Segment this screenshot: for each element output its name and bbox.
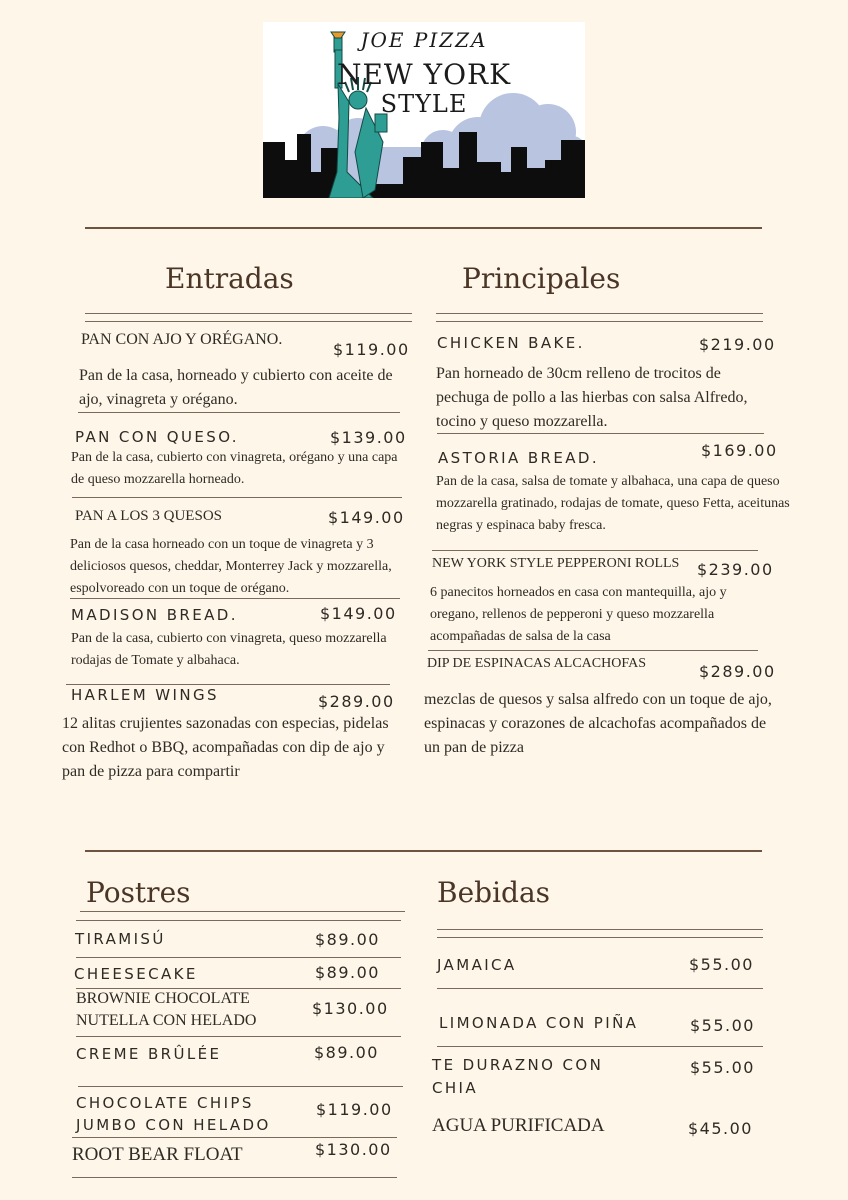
principales-rule-1 bbox=[436, 313, 763, 314]
entrada-desc: Pan de la casa, cubierto con vinagreta, orégano y una capa de queso mozzarella horneado. bbox=[71, 450, 398, 487]
postre-rule bbox=[78, 1086, 403, 1087]
bebidas-rule-1 bbox=[437, 929, 763, 930]
bebida-name: AGUA PURIFICADA bbox=[432, 1115, 605, 1136]
principales-title: Principales bbox=[462, 262, 621, 295]
postre-rule bbox=[76, 988, 401, 989]
entrada-rule bbox=[78, 412, 400, 413]
postre-price: $130.00 bbox=[315, 1140, 392, 1159]
principal-price: $289.00 bbox=[699, 662, 776, 681]
entrada-price: $289.00 bbox=[318, 692, 395, 711]
restaurant-logo bbox=[263, 22, 585, 198]
logo-line-3: STYLE bbox=[380, 90, 468, 118]
entrada-price: $149.00 bbox=[328, 508, 405, 527]
principal-desc: mezclas de quesos y salsa alfredo con un toque de ajo, espinacas y corazones de alcachofas acompañados de un pan de pizza bbox=[424, 691, 772, 756]
postre-price: $130.00 bbox=[312, 999, 389, 1018]
entrada-name: PAN CON AJO Y ORÉGANO. bbox=[81, 331, 283, 348]
postre-rule bbox=[72, 1137, 397, 1138]
bebida-rule bbox=[437, 988, 763, 989]
postre-price: $89.00 bbox=[314, 1043, 379, 1062]
principales-rule-2 bbox=[436, 321, 763, 322]
principal-name: NEW YORK STYLE PEPPERONI ROLLS bbox=[432, 556, 680, 571]
principal-desc: 6 panecitos horneados en casa con mantequilla, ajo y oregano, rellenos de pepperoni y queso mozzarella acompañadas de salsa de la casa bbox=[430, 585, 727, 644]
middle-divider bbox=[85, 850, 762, 852]
entrada-name: HARLEM WINGS bbox=[71, 686, 219, 704]
principal-desc: Pan horneado de 30cm relleno de trocitos de pechuga de pollo a las hierbas con salsa Alfredo, tocino y queso mozzarella. bbox=[436, 365, 748, 430]
bebida-price: $55.00 bbox=[690, 1058, 755, 1077]
entrada-name: PAN CON QUESO. bbox=[75, 428, 239, 446]
entrada-desc: Pan de la casa, cubierto con vinagreta, queso mozzarella rodajas de Tomate y albahaca. bbox=[71, 631, 387, 668]
principal-rule bbox=[432, 550, 758, 551]
bebida-name: LIMONADA CON PIÑA bbox=[439, 1014, 639, 1032]
entrada-desc: Pan de la casa, horneado y cubierto con aceite de ajo, vinagreta y orégano. bbox=[79, 367, 393, 408]
postres-rule-1 bbox=[80, 911, 405, 912]
postre-name-line-2: NUTELLA CON HELADO bbox=[76, 1012, 257, 1029]
entrada-name: PAN A LOS 3 QUESOS bbox=[75, 508, 222, 524]
postres-title: Postres bbox=[86, 876, 191, 909]
principal-price: $239.00 bbox=[697, 560, 774, 579]
bebida-name-line-1: TE DURAZNO CON bbox=[432, 1056, 604, 1074]
entradas-rule-2 bbox=[85, 321, 412, 322]
postres-rule-2 bbox=[76, 920, 401, 921]
entrada-name: MADISON BREAD. bbox=[71, 606, 238, 624]
bebida-name: JAMAICA bbox=[437, 956, 517, 974]
bebida-price: $45.00 bbox=[688, 1119, 753, 1138]
bebidas-rule-2 bbox=[437, 937, 763, 938]
postre-name: CHEESECAKE bbox=[74, 965, 198, 983]
postre-name-line-1: CHOCOLATE CHIPS bbox=[76, 1094, 254, 1112]
entrada-desc: Pan de la casa horneado con un toque de vinagreta y 3 deliciosos quesos, cheddar, Monterrey Jack y mozzarella, espolvoreado con un toque de orégano. bbox=[70, 537, 392, 596]
postre-name: ROOT BEAR FLOAT bbox=[72, 1144, 243, 1165]
principal-rule bbox=[428, 650, 758, 651]
principal-price: $219.00 bbox=[699, 335, 776, 354]
principal-name: CHICKEN BAKE. bbox=[437, 334, 585, 352]
entradas-title: Entradas bbox=[165, 262, 294, 295]
logo-line-2: NEW YORK bbox=[336, 58, 512, 91]
postre-price: $89.00 bbox=[315, 963, 380, 982]
postre-name-line-2: JUMBO CON HELADO bbox=[76, 1116, 271, 1134]
bebida-rule bbox=[437, 1046, 763, 1047]
entrada-rule bbox=[66, 684, 390, 685]
postre-rule bbox=[72, 1177, 397, 1178]
entrada-price: $149.00 bbox=[320, 604, 397, 623]
entradas-rule-1 bbox=[85, 313, 412, 314]
postre-name: TIRAMISÚ bbox=[75, 930, 166, 948]
bebida-price: $55.00 bbox=[690, 1016, 755, 1035]
entrada-price: $119.00 bbox=[333, 340, 410, 359]
postre-name-line-1: BROWNIE CHOCOLATE bbox=[76, 990, 250, 1007]
bebida-price: $55.00 bbox=[689, 955, 754, 974]
entrada-rule bbox=[70, 598, 400, 599]
principal-desc: Pan de la casa, salsa de tomate y albahaca, una capa de queso mozzarella gratinado, rodajas de tomate, queso Fetta, aceitunas negras y espinaca baby fresca. bbox=[436, 474, 790, 533]
principal-rule bbox=[437, 433, 764, 434]
bebida-name-line-2: CHIA bbox=[432, 1079, 479, 1097]
postre-price: $119.00 bbox=[316, 1100, 393, 1119]
entrada-desc: 12 alitas crujientes sazonadas con especias, pidelas con Redhot o BBQ, acompañadas con dip de ajo y pan de pizza para compartir bbox=[62, 715, 389, 780]
entrada-rule bbox=[72, 497, 402, 498]
postre-rule bbox=[76, 1036, 401, 1037]
entrada-price: $139.00 bbox=[330, 428, 407, 447]
principal-price: $169.00 bbox=[701, 441, 778, 460]
principal-name: ASTORIA BREAD. bbox=[438, 449, 599, 467]
postre-price: $89.00 bbox=[315, 930, 380, 949]
logo-line-1: JOE PIZZA bbox=[360, 28, 488, 52]
postre-rule bbox=[76, 957, 401, 958]
postre-name: CREME BRÛLÉE bbox=[76, 1045, 222, 1063]
bebidas-title: Bebidas bbox=[437, 876, 551, 909]
principal-name: DIP DE ESPINACAS ALCACHOFAS bbox=[427, 656, 646, 671]
top-divider bbox=[85, 227, 762, 229]
